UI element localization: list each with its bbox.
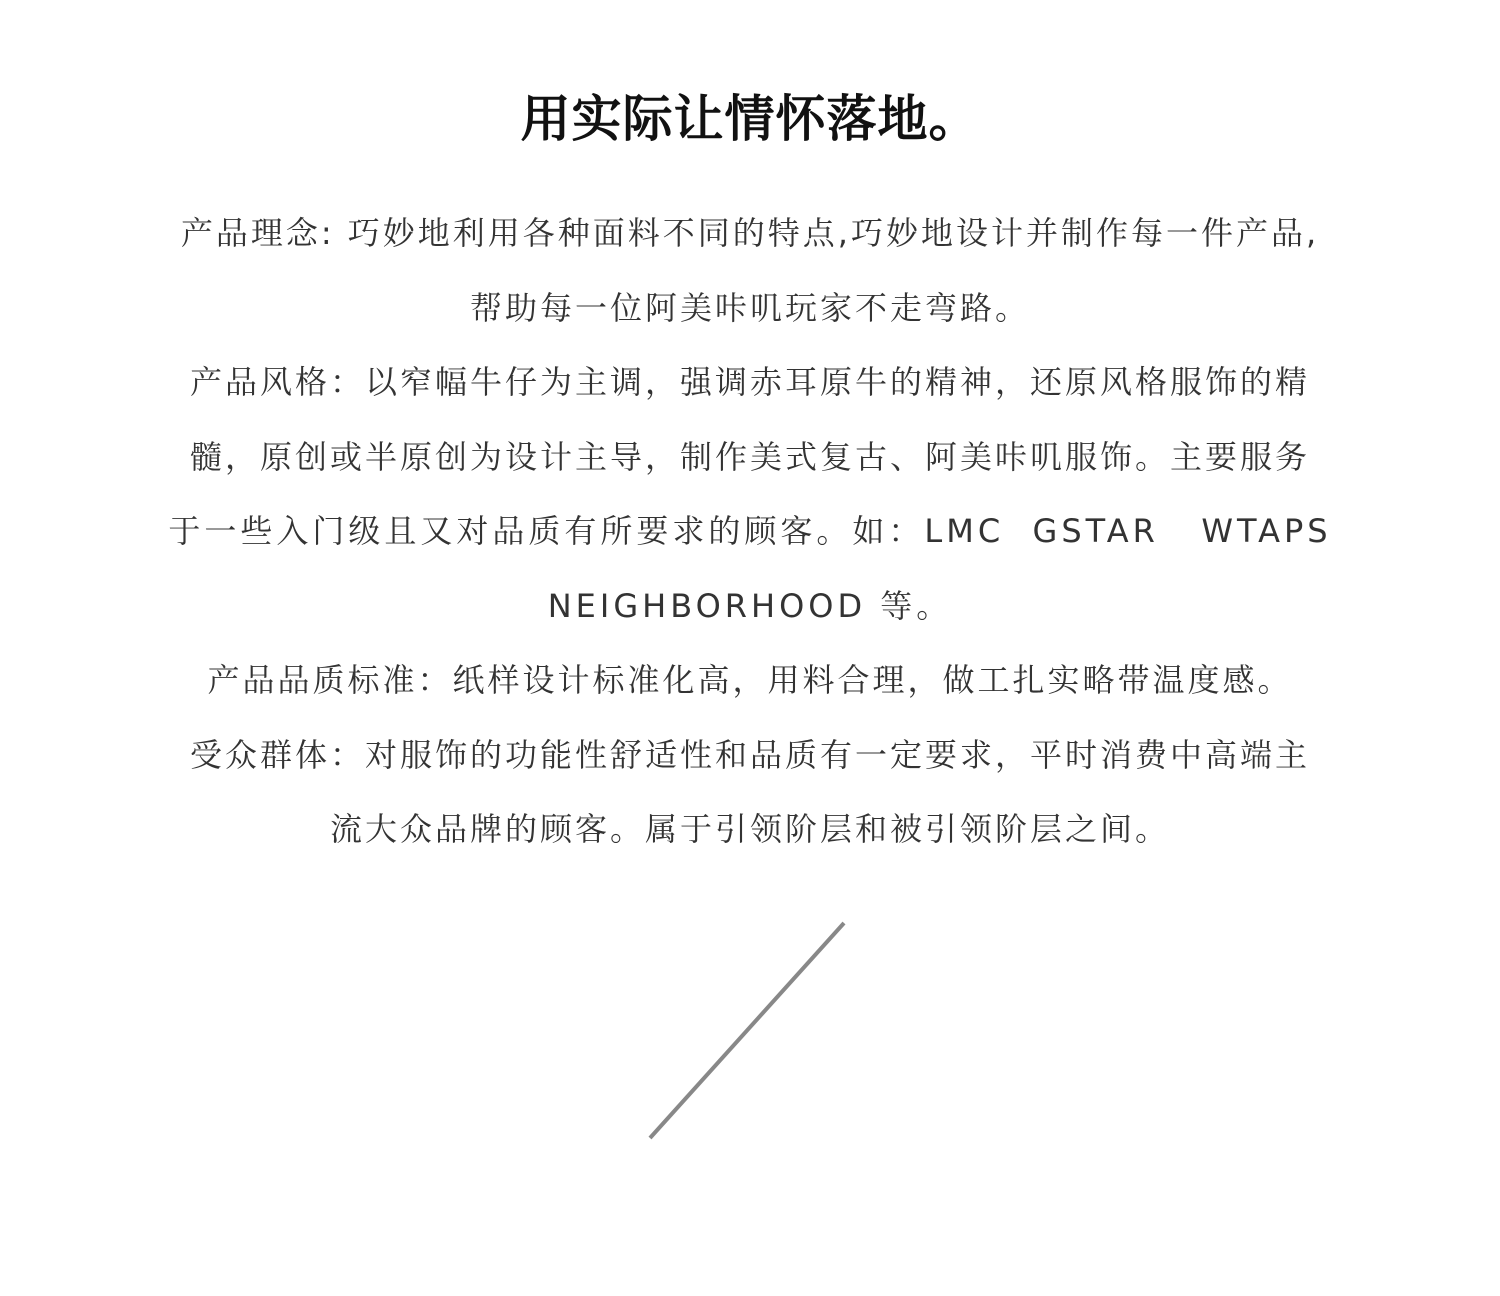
- style-line-2: 髓，原创或半原创为设计主导，制作美式复古、阿美咔叽服饰。主要服务: [189, 437, 1310, 476]
- concept-line-1: 产品理念: 巧妙地利用各种面料不同的特点,巧妙地设计并制作每一件产品,: [180, 214, 1320, 252]
- audience-line-2: 流大众品牌的顾客。属于引领阶层和被引领阶层之间。: [329, 810, 1170, 848]
- page-title: 用实际让情怀落地。: [520, 90, 980, 148]
- style-line-1: 产品风格：以窄幅牛仔为主调，强调赤耳原牛的精神，还原风格服饰的精: [189, 363, 1310, 401]
- quality-line-1: 产品品质标准：纸样设计标准化高，用料合理，做工扎实略带温度感。: [207, 661, 1293, 699]
- style-line-3: 于一些入门级且又对品质有所要求的顾客。如：LMC GSTAR WTAPS: [168, 512, 1332, 550]
- style-line-4: NEIGHBORHOOD 等。: [547, 586, 953, 625]
- concept-line-2: 帮助每一位阿美咔叽玩家不走弯路。: [469, 288, 1030, 327]
- audience-line-1: 受众群体：对服饰的功能性舒适性和品质有一定要求，平时消费中高端主: [189, 735, 1310, 774]
- diagonal-slash: [650, 923, 844, 1138]
